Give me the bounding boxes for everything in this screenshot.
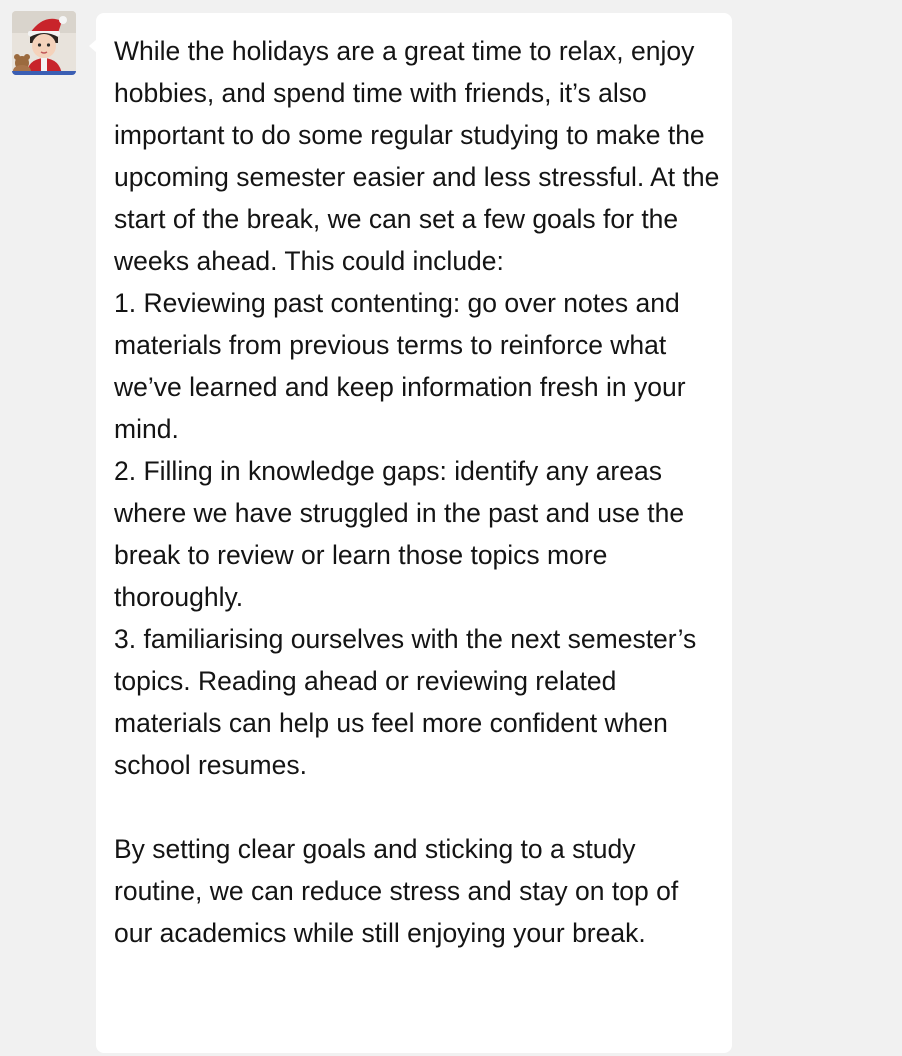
bubble-tail: [89, 39, 97, 53]
message-text: While the holidays are a great time to relax, enjoy hobbies, and spend time with friends, it’s also important to do some regular studying to make the upcoming semester easier and less stressful. At the start of the break, we can set a few goals for the weeks ahead. This could include: 1. Reviewing past contenting: go over notes and materials from previous terms to reinforce what we’ve learned and keep information fresh in your mind. 2. Filling in knowledge gaps: identify any areas where we have struggled in the past and use the break to review or learn those topics more thoroughly. 3. familiarising ourselves with the next semester’s topics. Reading ahead or reviewing related materials can help us feel more confident when school resumes. By setting clear goals and sticking to a study routine, we can reduce stress and stay on top of our academics while still enjoying your break.: [114, 36, 720, 948]
message-bubble[interactable]: [96, 13, 732, 1053]
avatar-image-icon: [12, 11, 76, 75]
sender-avatar[interactable]: [12, 11, 76, 75]
